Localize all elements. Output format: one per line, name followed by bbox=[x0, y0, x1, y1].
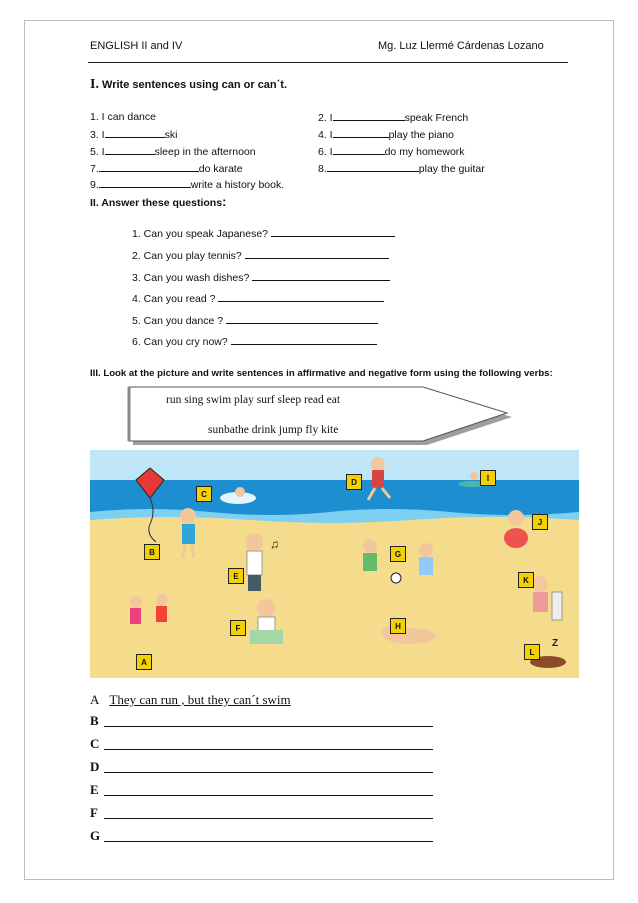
item-9-start: 9. bbox=[90, 179, 99, 191]
item-1-text: 1. I can dance bbox=[90, 111, 156, 123]
section3-title: III. Look at the picture and write sentences in affirmative and negative form using the following verbs: bbox=[90, 368, 553, 379]
item-5 bbox=[90, 145, 256, 158]
scene-label-d: D bbox=[346, 474, 362, 490]
answer-f-line[interactable] bbox=[104, 818, 433, 819]
question-6 bbox=[132, 335, 377, 348]
section1-heading bbox=[90, 77, 287, 93]
answer-a bbox=[90, 692, 291, 708]
question-6-text: 6. Can you cry now? bbox=[132, 336, 228, 348]
answer-d-letter: D bbox=[90, 759, 100, 774]
item-8-start: 8. bbox=[318, 163, 327, 175]
answer-5-blank[interactable] bbox=[226, 314, 378, 324]
item-5-end: sleep in the afternoon bbox=[154, 146, 256, 158]
item-7 bbox=[90, 162, 243, 175]
scene-label-k: K bbox=[518, 572, 534, 588]
question-4-text: 4. Can you read ? bbox=[132, 293, 216, 305]
scene-label-g: G bbox=[390, 546, 406, 562]
header-course: ENGLISH II and IV bbox=[90, 40, 183, 52]
item-7-blank[interactable] bbox=[99, 162, 199, 172]
answer-a-letter: A bbox=[90, 692, 100, 707]
answer-c-line[interactable] bbox=[104, 749, 433, 750]
answer-e-line[interactable] bbox=[104, 795, 433, 796]
item-4 bbox=[318, 128, 454, 141]
item-8 bbox=[318, 162, 485, 175]
item-6-blank[interactable] bbox=[333, 145, 385, 155]
svg-text:♫: ♫ bbox=[270, 537, 279, 551]
item-8-blank[interactable] bbox=[327, 162, 419, 172]
svg-text:Z: Z bbox=[552, 638, 559, 649]
scene-label-l: L bbox=[524, 644, 540, 660]
item-3-end: ski bbox=[164, 129, 178, 141]
item-8-end: play the guitar bbox=[418, 163, 485, 175]
answer-2-blank[interactable] bbox=[245, 249, 389, 259]
item-1 bbox=[90, 111, 156, 123]
answer-f-letter: F bbox=[90, 805, 98, 820]
item-9 bbox=[90, 178, 284, 191]
item-4-end: play the piano bbox=[388, 129, 454, 141]
question-2-text: 2. Can you play tennis? bbox=[132, 250, 242, 262]
beach-scene-art bbox=[90, 450, 579, 678]
item-3-start: 3. I bbox=[90, 129, 105, 141]
scene-label-i: I bbox=[480, 470, 496, 486]
question-5 bbox=[132, 314, 378, 327]
answer-3-blank[interactable] bbox=[252, 271, 390, 281]
item-5-blank[interactable] bbox=[105, 145, 155, 155]
item-6-start: 6. I bbox=[318, 146, 333, 158]
scene-label-j: J bbox=[532, 514, 548, 530]
question-3-text: 3. Can you wash dishes? bbox=[132, 272, 250, 284]
item-9-end: write a history book. bbox=[190, 179, 285, 191]
question-4 bbox=[132, 292, 384, 305]
item-2-start: 2. I bbox=[318, 112, 333, 124]
item-9-blank[interactable] bbox=[99, 178, 191, 188]
item-6-end: do my homework bbox=[384, 146, 465, 158]
scene-label-e: E bbox=[228, 568, 244, 584]
scene-label-c: C bbox=[196, 486, 212, 502]
answer-c-letter: C bbox=[90, 736, 100, 751]
question-3 bbox=[132, 271, 390, 284]
section2-title: II. Answer these questions bbox=[90, 197, 223, 209]
answer-1-blank[interactable] bbox=[271, 227, 395, 237]
header-rule bbox=[88, 62, 568, 63]
item-3 bbox=[90, 128, 177, 141]
answer-g-line[interactable] bbox=[104, 841, 433, 842]
item-7-end: do karate bbox=[198, 163, 243, 175]
item-2-end: speak French bbox=[404, 112, 469, 124]
item-5-start: 5. I bbox=[90, 146, 105, 158]
item-3-blank[interactable] bbox=[105, 128, 165, 138]
question-5-text: 5. Can you dance ? bbox=[132, 315, 224, 327]
question-2 bbox=[132, 249, 389, 262]
answer-4-blank[interactable] bbox=[218, 292, 384, 302]
scene-label-a: A bbox=[136, 654, 152, 670]
section1-title: Write sentences using can or can´t. bbox=[102, 79, 288, 91]
question-1 bbox=[132, 227, 395, 240]
verbs-line-1: run sing swim play surf sleep read eat bbox=[166, 394, 341, 406]
answer-d-line[interactable] bbox=[104, 772, 433, 773]
answer-6-blank[interactable] bbox=[231, 335, 377, 345]
answer-b-line[interactable] bbox=[104, 726, 433, 727]
scene-label-f: F bbox=[230, 620, 246, 636]
answer-a-text: They can run , but they can´t swim bbox=[109, 692, 291, 707]
item-2-blank[interactable] bbox=[333, 111, 405, 121]
item-6 bbox=[318, 145, 465, 158]
scene-label-b: B bbox=[144, 544, 160, 560]
answer-g-letter: G bbox=[90, 828, 101, 843]
beach-scene-illustration bbox=[90, 450, 579, 678]
item-2 bbox=[318, 111, 468, 124]
item-4-start: 4. I bbox=[318, 129, 333, 141]
scene-label-h: H bbox=[390, 618, 406, 634]
section1-numeral: I. bbox=[90, 77, 99, 92]
header-teacher: Mg. Luz Llermé Cárdenas Lozano bbox=[378, 40, 544, 52]
verbs-line-2: sunbathe drink jump fly kite bbox=[208, 424, 339, 436]
answer-b-letter: B bbox=[90, 713, 99, 728]
item-7-start: 7. bbox=[90, 163, 99, 175]
item-4-blank[interactable] bbox=[333, 128, 389, 138]
section2-heading bbox=[90, 194, 226, 209]
section2-colon: : bbox=[222, 194, 227, 209]
question-1-text: 1. Can you speak Japanese? bbox=[132, 228, 269, 240]
answer-e-letter: E bbox=[90, 782, 99, 797]
